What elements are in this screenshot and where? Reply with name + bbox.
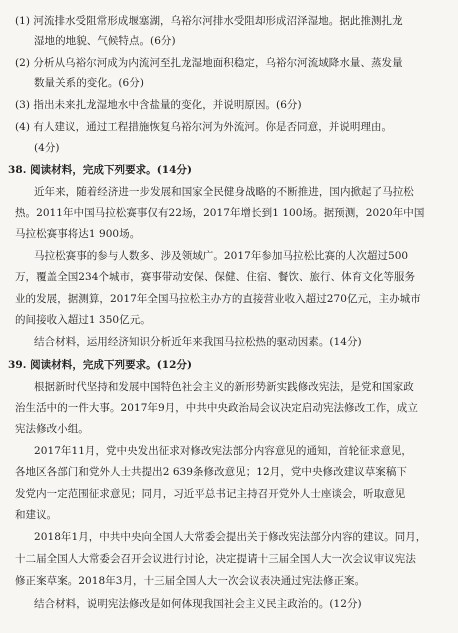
q39-material3-line1: 2018年1月，中共中央向全国人大常委会提出关于修改宪法部分内容的建议。同月， bbox=[34, 531, 427, 543]
q37-part3-line1: (3) 指出未来扎龙湿地水中含盐量的变化，并说明原因。(6分) bbox=[15, 99, 302, 111]
q37-part4-line1: (4) 有人建议，通过工程措施恢复乌裕尔河为外流河。你是否同意，并说明理由。 bbox=[15, 121, 393, 133]
q38-material2-line3: 业的发展，据测算，2017年全国马拉松主办方的直接营业收入超过270亿元，主办城市 bbox=[15, 293, 421, 305]
q39-task: 结合材料，说明宪法修改是如何体现我国社会主义民主政治的。(12分) bbox=[34, 598, 362, 610]
q39-material2-line4: 和建议。 bbox=[15, 509, 58, 521]
q37-part1-line2: 湿地的地貌、气候特点。(6分) bbox=[34, 35, 176, 47]
q39-material2-line1: 2017年11月，党中央发出征求对修改宪法部分内容意见的通知，首轮征求意见， bbox=[34, 445, 412, 457]
q39-material1-line1: 根据新时代坚持和发展中国特色社会主义的新形势新实践修改宪法，是党和国家政 bbox=[34, 381, 414, 393]
q37-part2-line1: (2) 分析从乌裕尔河成为内流河至扎龙湿地面积稳定，乌裕尔河流域降水量、蒸发量 bbox=[15, 57, 403, 69]
q37-part1-line1: (1) 河流排水受阻常形成堰塞湖，乌裕尔河排水受阻却形成沼泽湿地。据此推测扎龙 bbox=[15, 15, 403, 27]
q37-part2-line2: 数量关系的变化。(6分) bbox=[34, 77, 144, 89]
q38-material1-line2: 热。2011年中国马拉松赛事仅有22场，2017年增长到1 100场。据预测，2020年中国 bbox=[15, 207, 425, 219]
q39-material3-line2: 十二届全国人大常委会召开会议进行讨论，决定提请十三届全国人大一次会议审议宪法 bbox=[15, 553, 416, 565]
q39-heading: 39. 阅读材料，完成下列要求。(12分) bbox=[8, 359, 193, 371]
q38-material1-line3: 马拉松赛事将达1 900场。 bbox=[15, 228, 141, 240]
q39-material3-line3: 修正案草案。2018年3月，十三届全国人大一次会议表决通过宪法修正案。 bbox=[15, 575, 366, 587]
q38-heading: 38. 阅读材料，完成下列要求。(14分) bbox=[8, 164, 193, 176]
q38-material1-line1: 近年来，随着经济进一步发展和国家全民健身战略的不断推进，国内掀起了马拉松 bbox=[34, 186, 414, 198]
q39-material1-line3: 宪法修改小组。 bbox=[15, 423, 89, 435]
q38-task: 结合材料，运用经济知识分析近年来我国马拉松热的驱动因素。(14分) bbox=[34, 336, 362, 348]
q38-material2-line1: 马拉松赛事的参与人数多、涉及领域广。2017年参加马拉松比赛的人次超过500 bbox=[34, 250, 409, 262]
q38-material2-line4: 的间接收入超过1 350亿元。 bbox=[15, 314, 151, 326]
q39-material2-line2: 各地区各部门和党外人士共提出2 639条修改意见；12月，党中央修改建议草案稿下 bbox=[15, 466, 407, 478]
q39-material1-line2: 治生活中的一件大事。2017年9月，中共中央政治局会议决定启动宪法修改工作，成立 bbox=[15, 402, 418, 414]
q38-material2-line2: 万，覆盖全国234个城市，赛事带动安保、保健、住宿、餐饮、旅行、体育文化等服务 bbox=[15, 271, 415, 283]
q37-part4-line2: (4分) bbox=[34, 142, 60, 154]
q39-material2-line3: 发党内一定范围征求意见；同月，习近平总书记主持召开党外人士座谈会，听取意见 bbox=[15, 488, 406, 500]
